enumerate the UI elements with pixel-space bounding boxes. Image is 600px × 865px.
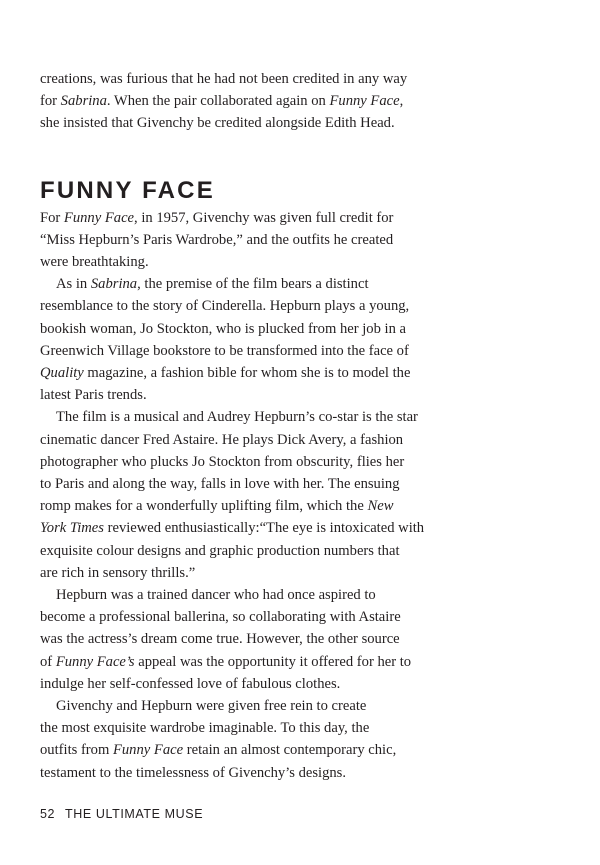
text-line: to Paris and along the way, falls in love with her. The ensuing — [40, 476, 400, 493]
page-footer — [40, 807, 203, 821]
text-line: photographer who plucks Jo Stockton from obscurity, flies her — [40, 453, 405, 470]
text-line: outfits from Funny Face retain an almost contemporary chic, — [40, 742, 397, 759]
text-line: was the actress’s dream come true. However, the other source — [40, 631, 400, 648]
text-line: cinematic dancer Fred Astaire. He plays Dick Avery, a fashion — [40, 431, 404, 448]
text-line: she insisted that Givenchy be credited alongside Edith Head. — [40, 115, 395, 132]
text-line: were breathtaking. — [40, 254, 149, 271]
body-paragraph — [40, 406, 430, 584]
text-line: The film is a musical and Audrey Hepburn’s co-star is the star — [56, 409, 418, 426]
section-body — [40, 207, 430, 784]
running-title: THE ULTIMATE MUSE — [64, 807, 204, 821]
text-line: are rich in sensory thrills.” — [40, 564, 196, 581]
text-line: For Funny Face, in 1957, Givenchy was given full credit for — [40, 209, 394, 226]
section-heading: FUNNY FACE — [40, 176, 215, 204]
text-line: resemblance to the story of Cinderella. Hepburn plays a young, — [40, 298, 410, 315]
text-line: romp makes for a wonderfully uplifting film, which the New — [40, 498, 394, 515]
text-line: become a professional ballerina, so collaborating with Astaire — [40, 609, 401, 626]
text-line: latest Paris trends. — [40, 387, 147, 404]
text-line: for Sabrina. When the pair collaborated again on Funny Face, — [40, 93, 404, 110]
text-line: “Miss Hepburn’s Paris Wardrobe,” and the outfits he created — [40, 231, 394, 248]
text-line: Hepburn was a trained dancer who had once aspired to — [56, 587, 376, 604]
text-line: York Times reviewed enthusiastically:“The eye is intoxicated with — [40, 520, 425, 537]
intro-paragraph — [40, 68, 430, 135]
text-line: testament to the timelessness of Givenchy’s designs. — [40, 764, 347, 781]
text-line: the most exquisite wardrobe imaginable. To this day, the — [40, 720, 370, 737]
text-line: exquisite colour designs and graphic production numbers that — [40, 542, 400, 559]
body-paragraph — [40, 695, 430, 784]
text-line: Givenchy and Hepburn were given free rein to create — [56, 698, 367, 715]
text-line: Greenwich Village bookstore to be transformed into the face of — [40, 342, 409, 359]
body-paragraph — [40, 207, 430, 274]
body-paragraph — [40, 273, 430, 406]
page-number: 52 — [40, 807, 56, 821]
text-line: Quality magazine, a fashion bible for whom she is to model the — [40, 365, 411, 382]
text-line: of Funny Face’s appeal was the opportunity it offered for her to — [40, 653, 412, 670]
text-line: As in Sabrina, the premise of the film bears a distinct — [56, 276, 369, 293]
body-paragraph — [40, 584, 430, 695]
page-body — [40, 68, 430, 784]
text-line: creations, was furious that he had not been credited in any way — [40, 71, 408, 87]
text-line: bookish woman, Jo Stockton, who is plucked from her job in a — [40, 320, 407, 337]
text-line: indulge her self-confessed love of fabulous clothes. — [40, 675, 341, 692]
